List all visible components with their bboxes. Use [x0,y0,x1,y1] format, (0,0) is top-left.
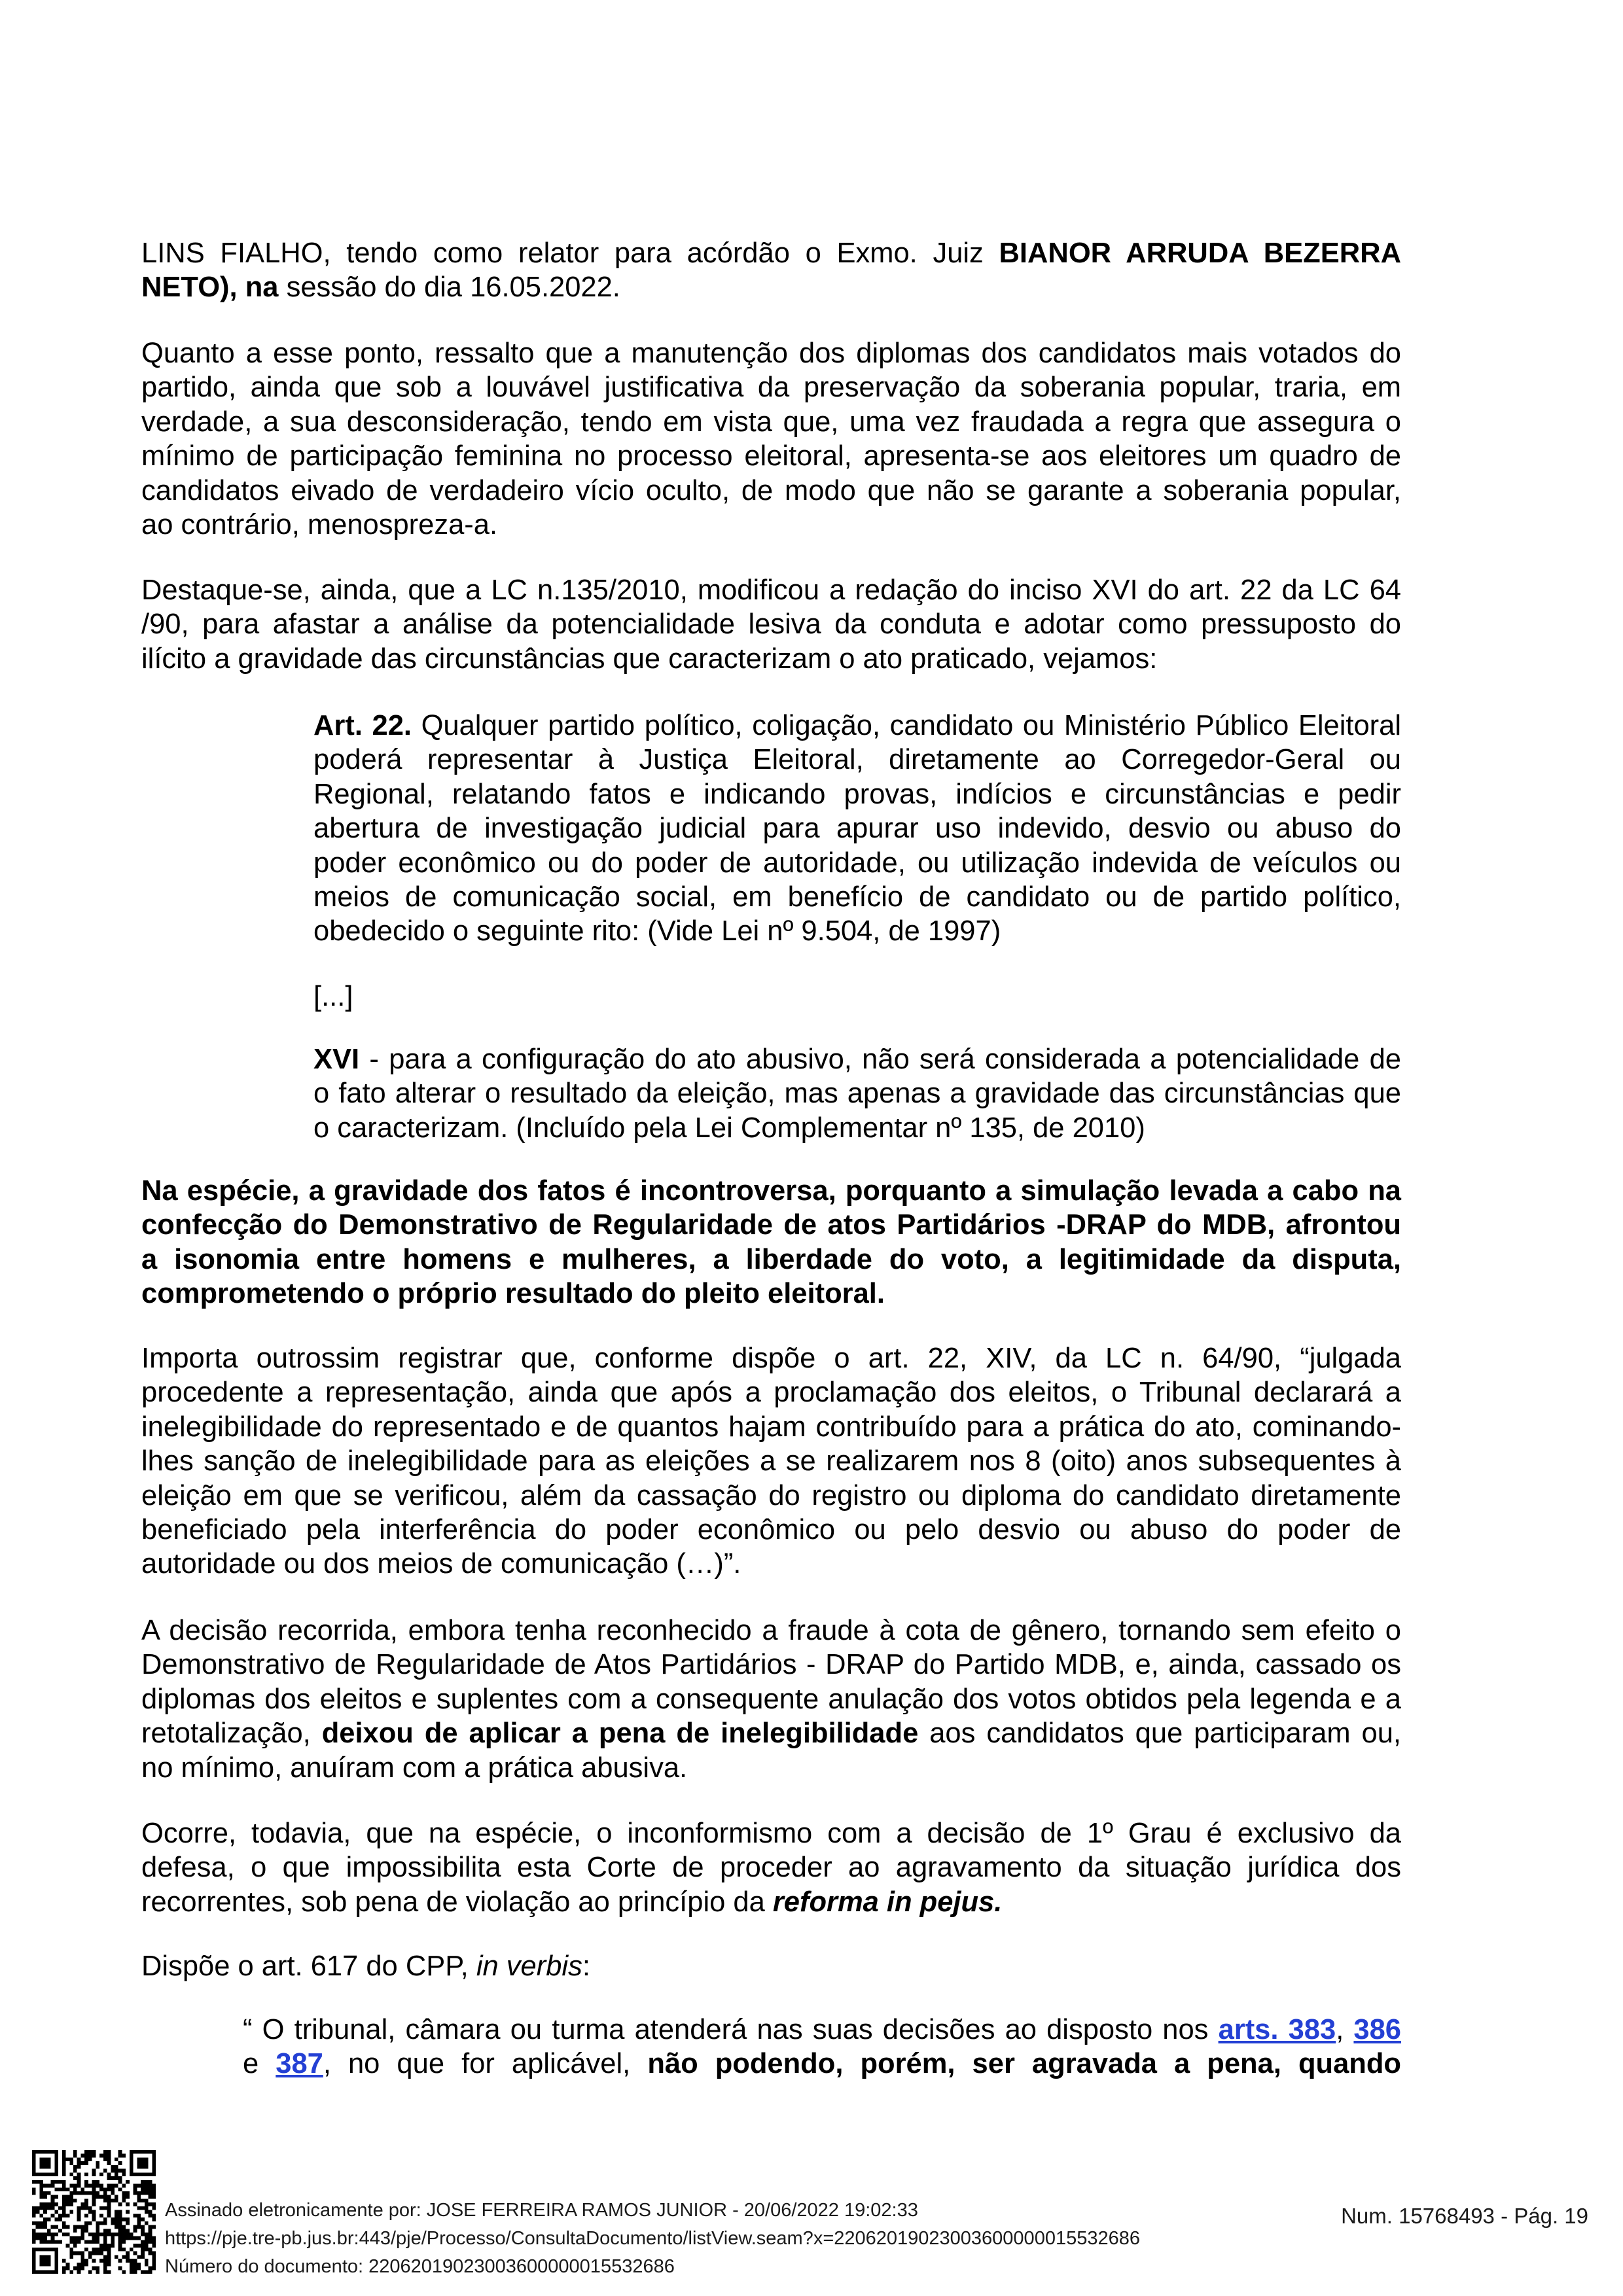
paragraph-gravidade [141,1174,1401,1311]
paragraph-ocorre [141,1816,1401,1919]
bold-italic-text: reforma in pejus. [772,1886,1003,1918]
text-run: e [243,2048,276,2080]
paragraph-relator [141,236,1401,305]
text-line: abertura de investigação judicial para apurar uso indevido, desvio ou abuso do [313,813,1401,845]
bold-text: XVI [313,1044,360,1075]
text-line: meios de comunicação social, em benefício de candidato ou de partido político, [313,881,1401,913]
text-line: Destaque-se, ainda, que a LC n.135/2010, modificou a redação do inciso XVI do art. 22 da LC 64 [141,574,1401,606]
link-arts-383[interactable]: arts. 383 [1218,2014,1336,2045]
text-line: confecção do Demonstrativo de Regularidade de atos Partidários -DRAP do MDB, afrontou [141,1209,1401,1241]
text-line [313,1042,1401,1076]
text-run: , [1336,2014,1354,2045]
text-run: , no que for aplicável, [323,2048,648,2080]
link-art-386[interactable]: 386 [1353,2014,1401,2045]
text-line [313,709,1401,743]
text-line: lhes sanção de inelegibilidade para as eleições a se realizarem nos 8 (oito) anos subsequentes à [141,1445,1401,1477]
text-line [141,1949,1401,1983]
text-run: recorrentes, sob pena de violação ao princípio da [141,1886,773,1918]
bold-text: deixou de aplicar a pena de inelegibilidade [321,1718,919,1750]
italic-text: in verbis [476,1951,582,1982]
citation-art-617 [243,2013,1401,2081]
qr-code [32,2150,156,2274]
text-line: obedecido o seguinte rito: (Vide Lei nº 9.504, de 1997) [313,915,1001,947]
text-line: Na espécie, a gravidade dos fatos é incontroversa, porquanto a simulação levada a cabo na [141,1175,1401,1207]
text-line: verdade, a sua desconsideração, tendo em vista que, uma vez fraudada a regra que assegura o [141,406,1401,438]
text-line: Demonstrativo de Regularidade de Atos Partidários - DRAP do Partido MDB, e, ainda, cassado os [141,1649,1401,1681]
text-line: Importa outrossim registrar que, conforme dispõe o art. 22, XIV, da LC n. 64/90, “julgada [141,1343,1401,1374]
bold-text: Art. 22. [313,710,412,741]
paragraph-dispoe [141,1949,1401,1983]
text-line: comprometendo o próprio resultado do pleito eleitoral. [141,1278,885,1310]
text-line [141,236,1401,270]
text-line [243,2013,1401,2047]
signature-line: Assinado eletronicamente por: JOSE FERREIRA RAMOS JUNIOR - 20/06/2022 19:02:33 [165,2200,918,2221]
bold-text: NETO), na [141,272,279,304]
text-line: procedente a representação, ainda que após a proclamação dos eleitos, o Tribunal declarará a [141,1377,1401,1409]
text-line: inelegibilidade do representado e de quantos hajam contribuído para a prática do ato, cominando- [141,1411,1401,1443]
citation-ellipsis [313,980,1401,1014]
text-line: poder econômico ou do poder de autoridade, ou utilização indevida de veículos ou [313,847,1401,879]
text-line: defesa, o que impossibilita esta Corte de proceder ao agravamento da situação jurídica dos [141,1852,1401,1884]
text-line: autoridade ou dos meios de comunicação (…)”. [141,1548,741,1580]
citation-inciso-xvi [313,1042,1401,1145]
text-line: no mínimo, anuíram com a prática abusiva. [141,1752,688,1784]
text-line: ao contrário, menospreza-a. [141,509,498,541]
text-line: mínimo de participação feminina no processo eleitoral, apresenta-se aos eleitores um quadro de [141,440,1401,472]
text-line [141,270,1401,304]
text-line: /90, para afastar a análise da potencialidade lesiva da conduta e adotar como pressuposto do [141,609,1401,641]
text-line: Quanto a esse ponto, ressalto que a manutenção dos diplomas dos candidatos mais votados do [141,338,1401,369]
text-line: beneficiado pela interferência do poder econômico ou pelo desvio ou abuso do poder de [141,1514,1401,1546]
text-run: LINS FIALHO, tendo como relator para acórdão o Exmo. Juiz [141,238,999,269]
bold-text: não podendo, porém, ser agravada a pena, quando [647,2048,1402,2080]
text-line: eleição em que se verificou, além da cassação do registro ou diploma do candidato diretamente [141,1479,1401,1511]
link-art-387[interactable]: 387 [276,2048,323,2080]
text-line: Regional, relatando fatos e indicando provas, indícios e circunstâncias e pedir [313,778,1401,810]
text-run: aos candidatos que participaram ou, [918,1718,1401,1750]
text-line: diplomas dos eleitos e suplentes com a consequente anulação dos votos obtidos pela legenda e a [141,1683,1401,1715]
bold-text: BIANOR ARRUDA BEZERRA [999,238,1402,269]
text-line: poderá representar à Justiça Eleitoral, diretamente ao Corregedor-Geral ou [313,744,1401,776]
text-run: - para a configuração do ato abusivo, não será considerada a potencialidade de [359,1044,1401,1075]
text-line: Ocorre, todavia, que na espécie, o inconformismo com a decisão de 1º Grau é exclusivo da [141,1818,1401,1849]
text-line: a isonomia entre homens e mulheres, a liberdade do voto, a legitimidade da disputa, [141,1243,1401,1275]
paragraph-decisao [141,1614,1401,1785]
text-run: : [582,1951,590,1982]
text-line [141,1885,1401,1919]
document-number: Número do documento: 22062019023003600000015532686 [165,2256,675,2277]
text-line: partido, ainda que sob a louvável justificativa da preservação da soberania popular, traria, em [141,372,1401,404]
text-line: o caracterizam. (Incluído pela Lei Complementar nº 135, de 2010) [313,1112,1145,1144]
text-line: ilícito a gravidade das circunstâncias que caracterizam o ato praticado, vejamos: [141,643,1158,675]
text-run: “ O tribunal, câmara ou turma atenderá nas suas decisões ao disposto nos [243,2014,1219,2045]
text-line [141,1716,1401,1750]
paragraph-destaque [141,573,1401,676]
text-line: candidatos eivado de verdadeiro vício oculto, de modo que não se garante a soberania popular, [141,474,1401,506]
text-run: retotalização, [141,1718,322,1750]
text-run: Dispõe o art. 617 do CPP, [141,1951,476,1982]
text-line: o fato alterar o resultado da eleição, mas apenas a gravidade das circunstâncias que [313,1078,1401,1110]
page-reference: Num. 15768493 - Pág. 19 [1341,2204,1588,2228]
text-line: [...] [313,981,353,1012]
text-line [243,2047,1401,2081]
paragraph-importa [141,1341,1401,1581]
text-line: A decisão recorrida, embora tenha reconhecido a fraude à cota de gênero, tornando sem efeito o [141,1615,1401,1646]
citation-art-22 [313,709,1401,949]
text-run: Qualquer partido político, coligação, candidato ou Ministério Público Eleitoral [411,710,1401,741]
paragraph-soberania [141,336,1401,542]
document-url: https://pje.tre-pb.jus.br:443/pje/Processo/ConsultaDocumento/listView.seam?x=22062019023003600000015532686 [165,2228,1140,2249]
text-run: sessão do dia 16.05.2022. [278,272,620,304]
